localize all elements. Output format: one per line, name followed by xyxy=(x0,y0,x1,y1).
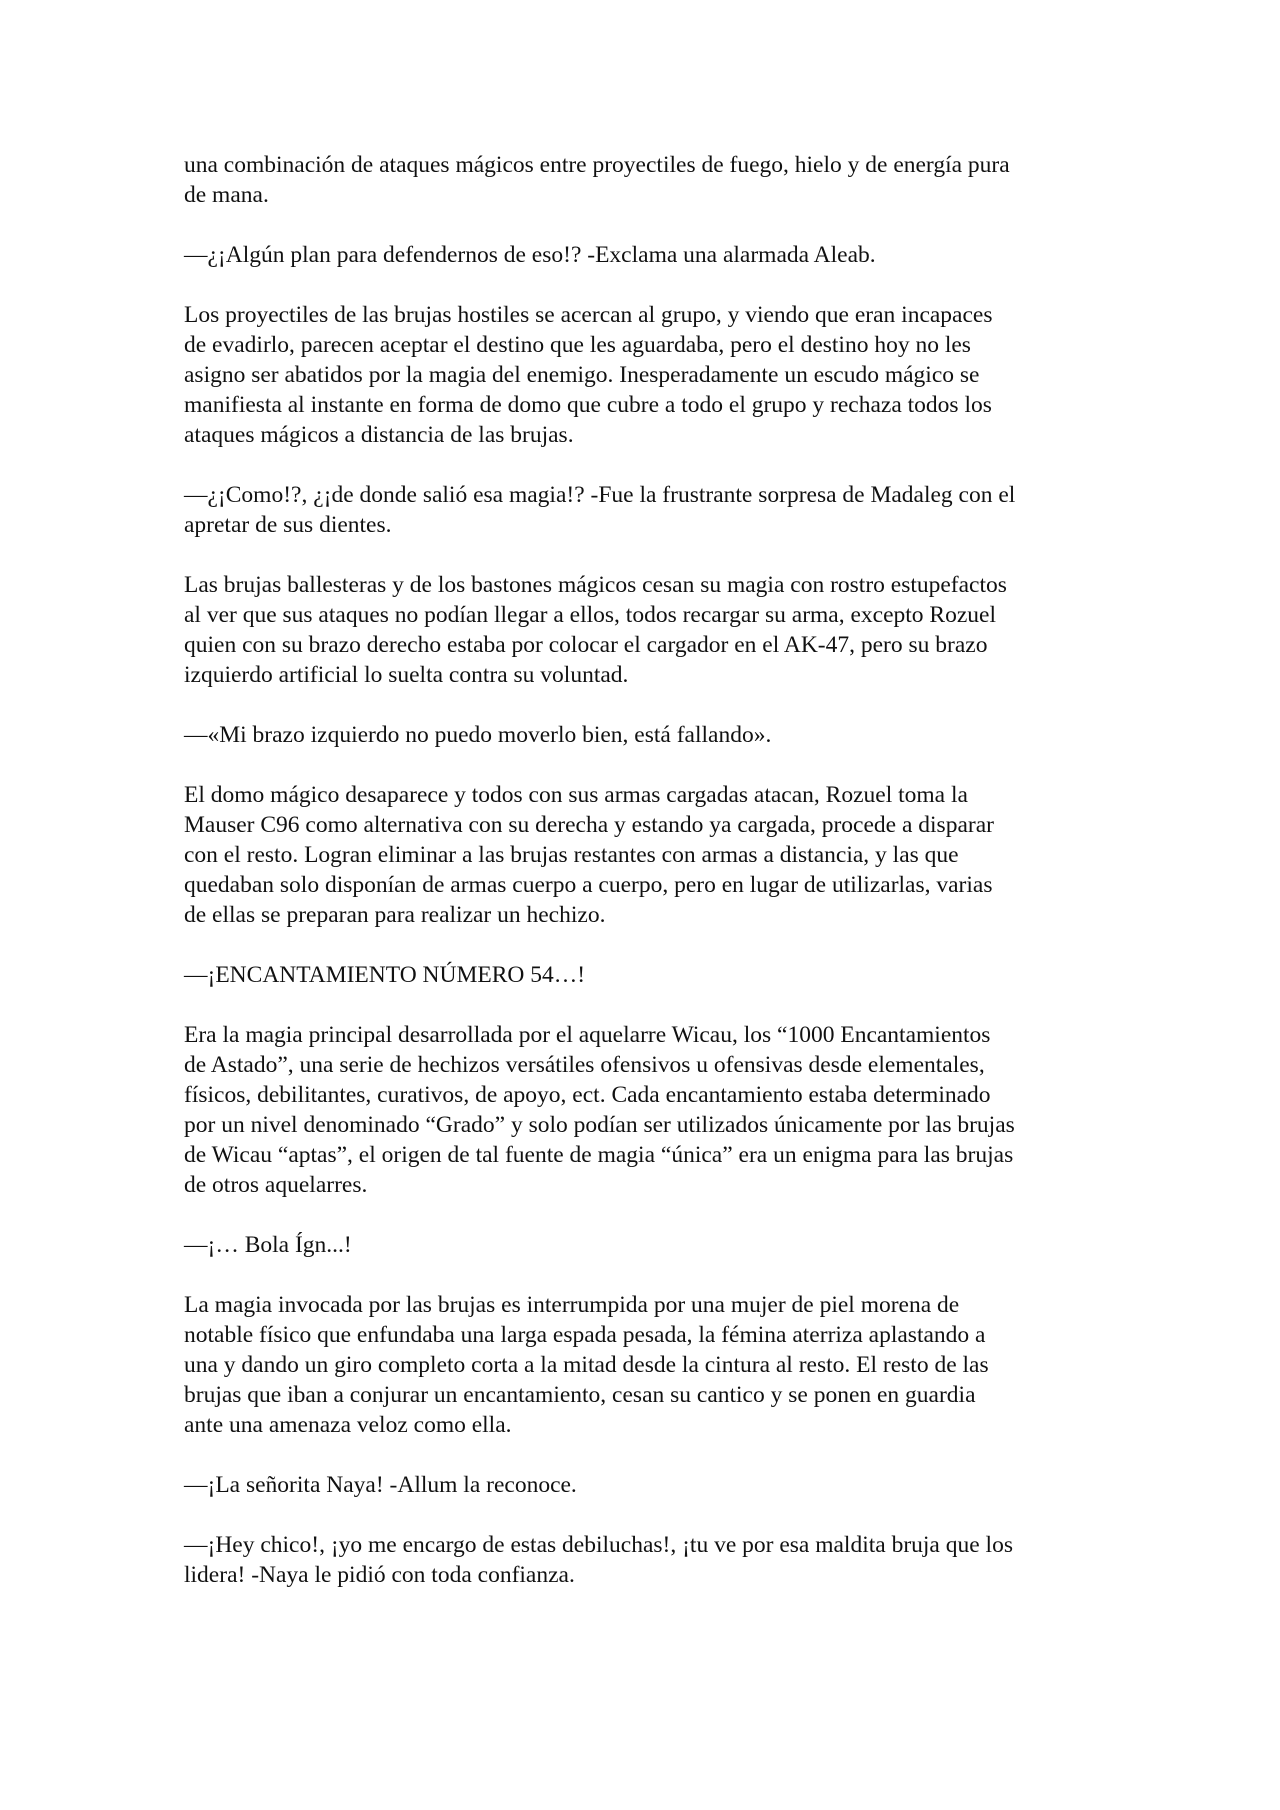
paragraph-12: —¡La señorita Naya! -Allum la reconoce. xyxy=(184,1472,577,1498)
paragraph-10: —¡… Bola Ígn...! xyxy=(184,1232,352,1258)
document-page xyxy=(184,150,1104,1620)
paragraph-1: una combinación de ataques mágicos entre proyectiles de fuego, hielo y de energía pura de mana. xyxy=(184,152,1010,208)
paragraph-5: Las brujas ballesteras y de los bastones mágicos cesan su magia con rostro estupefactos al ver que sus ataques no podían llegar a ellos, todos recargar su arma, excepto Rozuel quien con su brazo derecho estaba por colocar el cargador en el AK-47, pero su brazo izquierdo artificial lo suelta contra su voluntad. xyxy=(184,572,1007,688)
paragraph-7: El domo mágico desaparece y todos con sus armas cargadas atacan, Rozuel toma la Mauser C96 como alternativa con su derecha y estando ya cargada, procede a disparar con el resto. Logran eliminar a las brujas restantes con armas a distancia, y las que quedaban solo disponían de armas cuerpo a cuerpo, pero en lugar de utilizarlas, varias de ellas se preparan para realizar un hechizo. xyxy=(184,782,994,928)
paragraph-13: —¡Hey chico!, ¡yo me encargo de estas debiluchas!, ¡tu ve por esa maldita bruja que los lidera! -Naya le pidió con toda confianza. xyxy=(184,1532,1013,1588)
paragraph-4: —¿¡Como!?, ¿¡de donde salió esa magia!? -Fue la frustrante sorpresa de Madaleg con el apretar de sus dientes. xyxy=(184,482,1016,538)
paragraph-3: Los proyectiles de las brujas hostiles se acercan al grupo, y viendo que eran incapaces de evadirlo, parecen aceptar el destino que les aguardaba, pero el destino hoy no les asigno ser abatidos por la magia del enemigo. Inesperadamente un escudo mágico se manifiesta al instante en forma de domo que cubre a todo el grupo y rechaza todos los ataques mágicos a distancia de las brujas. xyxy=(184,302,993,448)
paragraph-2: —¿¡Algún plan para defendernos de eso!? -Exclama una alarmada Aleab. xyxy=(184,242,876,268)
paragraph-11: La magia invocada por las brujas es interrumpida por una mujer de piel morena de notable físico que enfundaba una larga espada pesada, la fémina aterriza aplastando a una y dando un giro completo corta a la mitad desde la cintura al resto. El resto de las brujas que iban a conjurar un encantamiento, cesan su cantico y se ponen en guardia ante una amenaza veloz como ella. xyxy=(184,1292,989,1438)
paragraph-6: —«Mi brazo izquierdo no puedo moverlo bien, está fallando». xyxy=(184,722,772,748)
paragraph-8: —¡ENCANTAMIENTO NÚMERO 54…! xyxy=(184,962,586,988)
paragraph-9: Era la magia principal desarrollada por el aquelarre Wicau, los “1000 Encantamientos de Astado”, una serie de hechizos versátiles ofensivos u ofensivas desde elementales, físicos, debilitantes, curativos, de apoyo, ect. Cada encantamiento estaba determinado por un nivel denominado “Grado” y solo podían ser utilizados únicamente por las brujas de Wicau “aptas”, el origen de tal fuente de magia “única” era un enigma para las brujas de otros aquelarres. xyxy=(184,1022,1015,1198)
